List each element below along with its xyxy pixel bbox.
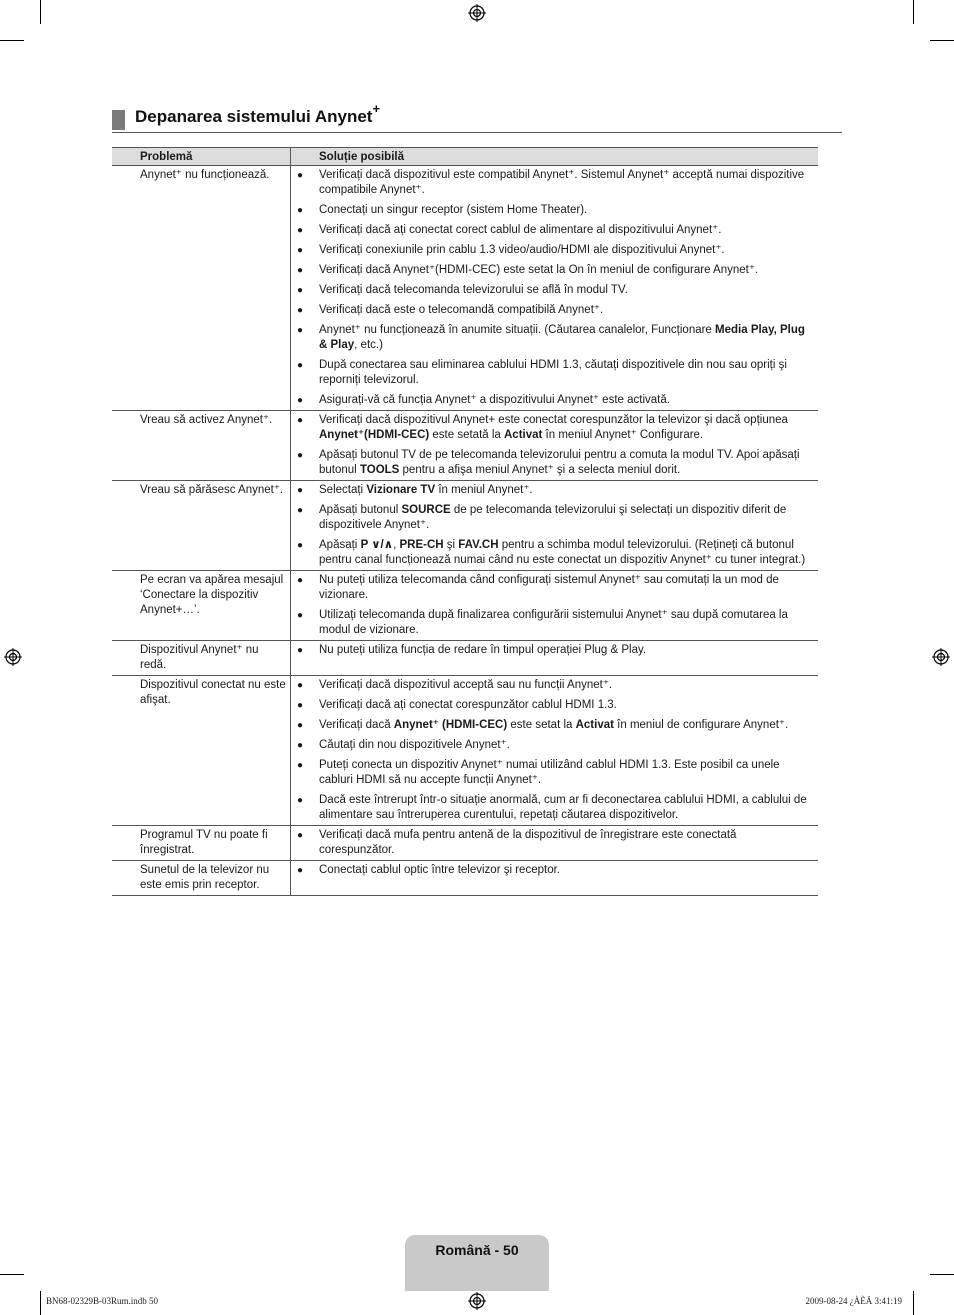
solution-cell (291, 641, 819, 676)
solution-item (291, 358, 814, 388)
solution-item (291, 573, 814, 603)
crosshair-registration-icon (932, 648, 950, 666)
solution-text: Selectați Vizionare TV în meniul Anynet⁺. (319, 484, 533, 496)
crosshair-registration-icon (468, 1292, 486, 1310)
solution-item (291, 698, 814, 713)
solution-item (291, 323, 814, 353)
crop-mark (913, 1291, 914, 1315)
section-header (112, 101, 842, 133)
section-title (135, 101, 381, 127)
solution-cell (291, 571, 819, 641)
table-row (112, 641, 818, 676)
bullet-icon: ● (297, 285, 304, 296)
problem-cell: Vreau să activez Anynet⁺. (112, 411, 291, 481)
bullet-icon: ● (297, 740, 304, 751)
registration-mark-bottom (468, 1292, 486, 1310)
table-row (112, 676, 818, 826)
solution-text: Puteți conecta un dispozitiv Anynet⁺ numai utilizând cablul HDMI 1.3. Este posibil ca unele cabluri HDMI să nu accepte funcții Anynet⁺. (319, 759, 780, 786)
solution-item (291, 643, 814, 658)
page-number-tab (405, 1235, 549, 1291)
problem-cell: Pe ecran va apărea mesajul ‘Conectare la dispozitiv Anynet+…’. (112, 571, 291, 641)
section-title-text: Depanarea sistemului Anynet (135, 107, 373, 126)
bullet-icon: ● (297, 205, 304, 216)
column-header-solution: Soluție posibilă (291, 148, 819, 166)
solution-item (291, 608, 814, 638)
table-row (112, 481, 818, 571)
table-row (112, 861, 818, 896)
column-header-problem: Problemă (112, 148, 291, 166)
solution-item (291, 483, 814, 498)
solution-item (291, 448, 814, 478)
solution-text: Verificați dacă este o telecomandă compatibilă Anynet⁺. (319, 304, 604, 316)
crop-mark (0, 40, 24, 41)
bullet-icon: ● (297, 645, 304, 656)
bullet-icon: ● (297, 265, 304, 276)
crop-mark (913, 0, 914, 24)
bullet-icon: ● (297, 485, 304, 496)
solution-item (291, 718, 814, 733)
solution-item (291, 303, 814, 318)
registration-mark-left (4, 648, 22, 666)
problem-cell: Sunetul de la televizor nu este emis prin receptor. (112, 861, 291, 896)
solution-text: Conectați un singur receptor (sistem Home Theater). (319, 204, 588, 216)
solution-text: Verificați dacă ați conectat corect cablul de alimentare al dispozitivului Anynet⁺. (319, 224, 722, 236)
bullet-icon: ● (297, 245, 304, 256)
solution-item (291, 828, 814, 858)
problem-cell: Programul TV nu poate fi înregistrat. (112, 826, 291, 861)
problem-cell: Anynet⁺ nu funcționează. (112, 166, 291, 411)
crop-mark (930, 40, 954, 41)
solution-text: Apăsați butonul SOURCE de pe telecomanda televizorului şi selectați un dispozitiv diferit de dispozitivele Anynet⁺. (319, 504, 787, 531)
solution-cell (291, 676, 819, 826)
bullet-icon: ● (297, 610, 304, 621)
table-body (112, 166, 818, 896)
section-title-superscript: + (372, 101, 381, 117)
troubleshooting-table (112, 147, 818, 896)
solution-cell (291, 826, 819, 861)
section-marker-bar (112, 110, 125, 130)
solution-text: Verificați dacă dispozitivul acceptă sau nu funcții Anynet⁺. (319, 679, 613, 691)
problem-cell: Dispozitivul Anynet⁺ nu redă. (112, 641, 291, 676)
solution-item (291, 393, 814, 408)
crosshair-registration-icon (468, 4, 486, 22)
solution-text: Verificați dacă mufa pentru antenă de la dispozitivul de înregistrare este conectată corespunzător. (319, 829, 737, 856)
bullet-icon: ● (297, 325, 304, 336)
bullet-icon: ● (297, 540, 304, 551)
imprint-file-name: BN68-02329B-03Rum.indb 50 (46, 1296, 159, 1306)
solution-text: Verificați conexiunile prin cablu 1.3 video/audio/HDMI ale dispozitivului Anynet⁺. (319, 244, 725, 256)
solution-item (291, 863, 814, 878)
bullet-icon: ● (297, 680, 304, 691)
solution-item (291, 678, 814, 693)
solution-text: Anynet⁺ nu funcționează în anumite situații. (Căutarea canalelor, Funcționare Media Play, Plug & Play, etc.) (319, 324, 805, 351)
solution-text: Asigurați-vă că funcția Anynet⁺ a dispozitivului Anynet⁺ este activată. (319, 394, 670, 406)
crop-mark (40, 0, 41, 24)
solution-item (291, 243, 814, 258)
table-row (112, 571, 818, 641)
solution-text: Verificați dacă dispozitivul este compatibil Anynet⁺. Sistemul Anynet⁺ acceptă numai dispozitive compatibile Anynet⁺. (319, 169, 805, 196)
bullet-icon: ● (297, 170, 304, 181)
bullet-icon: ● (297, 415, 304, 426)
problem-cell: Dispozitivul conectat nu este afişat. (112, 676, 291, 826)
solution-text: Verificați dacă Anynet⁺(HDMI-CEC) este setat la On în meniul de configurare Anynet⁺. (319, 264, 759, 276)
bullet-icon: ● (297, 865, 304, 876)
bullet-icon: ● (297, 505, 304, 516)
solution-text: Nu puteți utiliza telecomanda când configurați sistemul Anynet⁺ sau comutați la un mod de vizionare. (319, 574, 779, 601)
bullet-icon: ● (297, 830, 304, 841)
solution-text: Verificați dacă Anynet⁺ (HDMI-CEC) este setat la Activat în meniul de configurare Anynet⁺. (319, 719, 789, 731)
solution-item (291, 223, 814, 238)
bullet-icon: ● (297, 450, 304, 461)
solution-text: Utilizați telecomanda după finalizarea configurării sistemului Anynet⁺ sau după comutarea la modul de vizionare. (319, 609, 788, 636)
bullet-icon: ● (297, 575, 304, 586)
bullet-icon: ● (297, 760, 304, 771)
solution-item (291, 263, 814, 278)
bullet-icon: ● (297, 700, 304, 711)
solution-text: Conectați cablul optic între televizor şi receptor. (319, 864, 560, 876)
crop-mark (0, 1274, 24, 1275)
solution-item (291, 283, 814, 298)
bullet-icon: ● (297, 395, 304, 406)
solution-text: Apăsați butonul TV de pe telecomanda televizorului pentru a comuta la modul TV. Apoi apăsați butonul TOOLS pentru a afişa meniul Anynet⁺ şi a selecta meniul dorit. (319, 449, 800, 476)
solution-text: Verificați dacă telecomanda televizorului se află în modul TV. (319, 284, 628, 296)
registration-mark-top (468, 4, 486, 22)
solution-text: Verificați dacă ați conectat corespunzător cablul HDMI 1.3. (319, 699, 617, 711)
table-header-row (112, 148, 818, 166)
bullet-icon: ● (297, 720, 304, 731)
table-row (112, 166, 818, 411)
solution-item (291, 168, 814, 198)
crop-mark (40, 1291, 41, 1315)
solution-item (291, 503, 814, 533)
table-row (112, 411, 818, 481)
solution-item (291, 538, 814, 568)
crop-mark (930, 1274, 954, 1275)
solution-text: Apăsați P ∨/∧, PRE-CH şi FAV.CH pentru a schimba modul televizorului. (Rețineți că butonul pentru canal funcționează numai când nu este conectat un dispozitiv Anynet⁺ cu tuner integrat.) (319, 539, 806, 566)
imprint-timestamp: 2009-08-24 ¿ÀÈÄ 3:41:19 (805, 1296, 902, 1306)
solution-text: Nu puteți utiliza funcția de redare în timpul operației Plug & Play. (319, 644, 647, 656)
solution-cell (291, 166, 819, 411)
solution-item (291, 793, 814, 823)
solution-text: Verificați dacă dispozitivul Anynet+ este conectat corespunzător la televizor şi dacă opțiunea Anynet⁺(HDMI-CEC) este setată la Activat în meniul Anynet⁺ Configurare. (319, 414, 788, 441)
bullet-icon: ● (297, 360, 304, 371)
page-number-label: Română - 50 (435, 1242, 519, 1258)
table-row (112, 826, 818, 861)
crosshair-registration-icon (4, 648, 22, 666)
solution-cell (291, 411, 819, 481)
solution-item (291, 413, 814, 443)
solution-item (291, 758, 814, 788)
solution-item (291, 738, 814, 753)
solution-text: Dacă este întrerupt într-o situație anormală, cum ar fi deconectarea cablului HDMI, a cablului de alimentare sau întreruperea curentului, repetați căutarea dispozitivelor. (319, 794, 807, 821)
solution-item (291, 203, 814, 218)
solution-cell (291, 861, 819, 896)
bullet-icon: ● (297, 795, 304, 806)
problem-cell: Vreau să părăsesc Anynet⁺. (112, 481, 291, 571)
solution-cell (291, 481, 819, 571)
solution-text: Căutați din nou dispozitivele Anynet⁺. (319, 739, 510, 751)
solution-text: După conectarea sau eliminarea cablului HDMI 1.3, căutați dispozitivele din nou sau opriți şi reporniți televizorul. (319, 359, 787, 386)
registration-mark-right (932, 648, 950, 666)
bullet-icon: ● (297, 225, 304, 236)
bullet-icon: ● (297, 305, 304, 316)
